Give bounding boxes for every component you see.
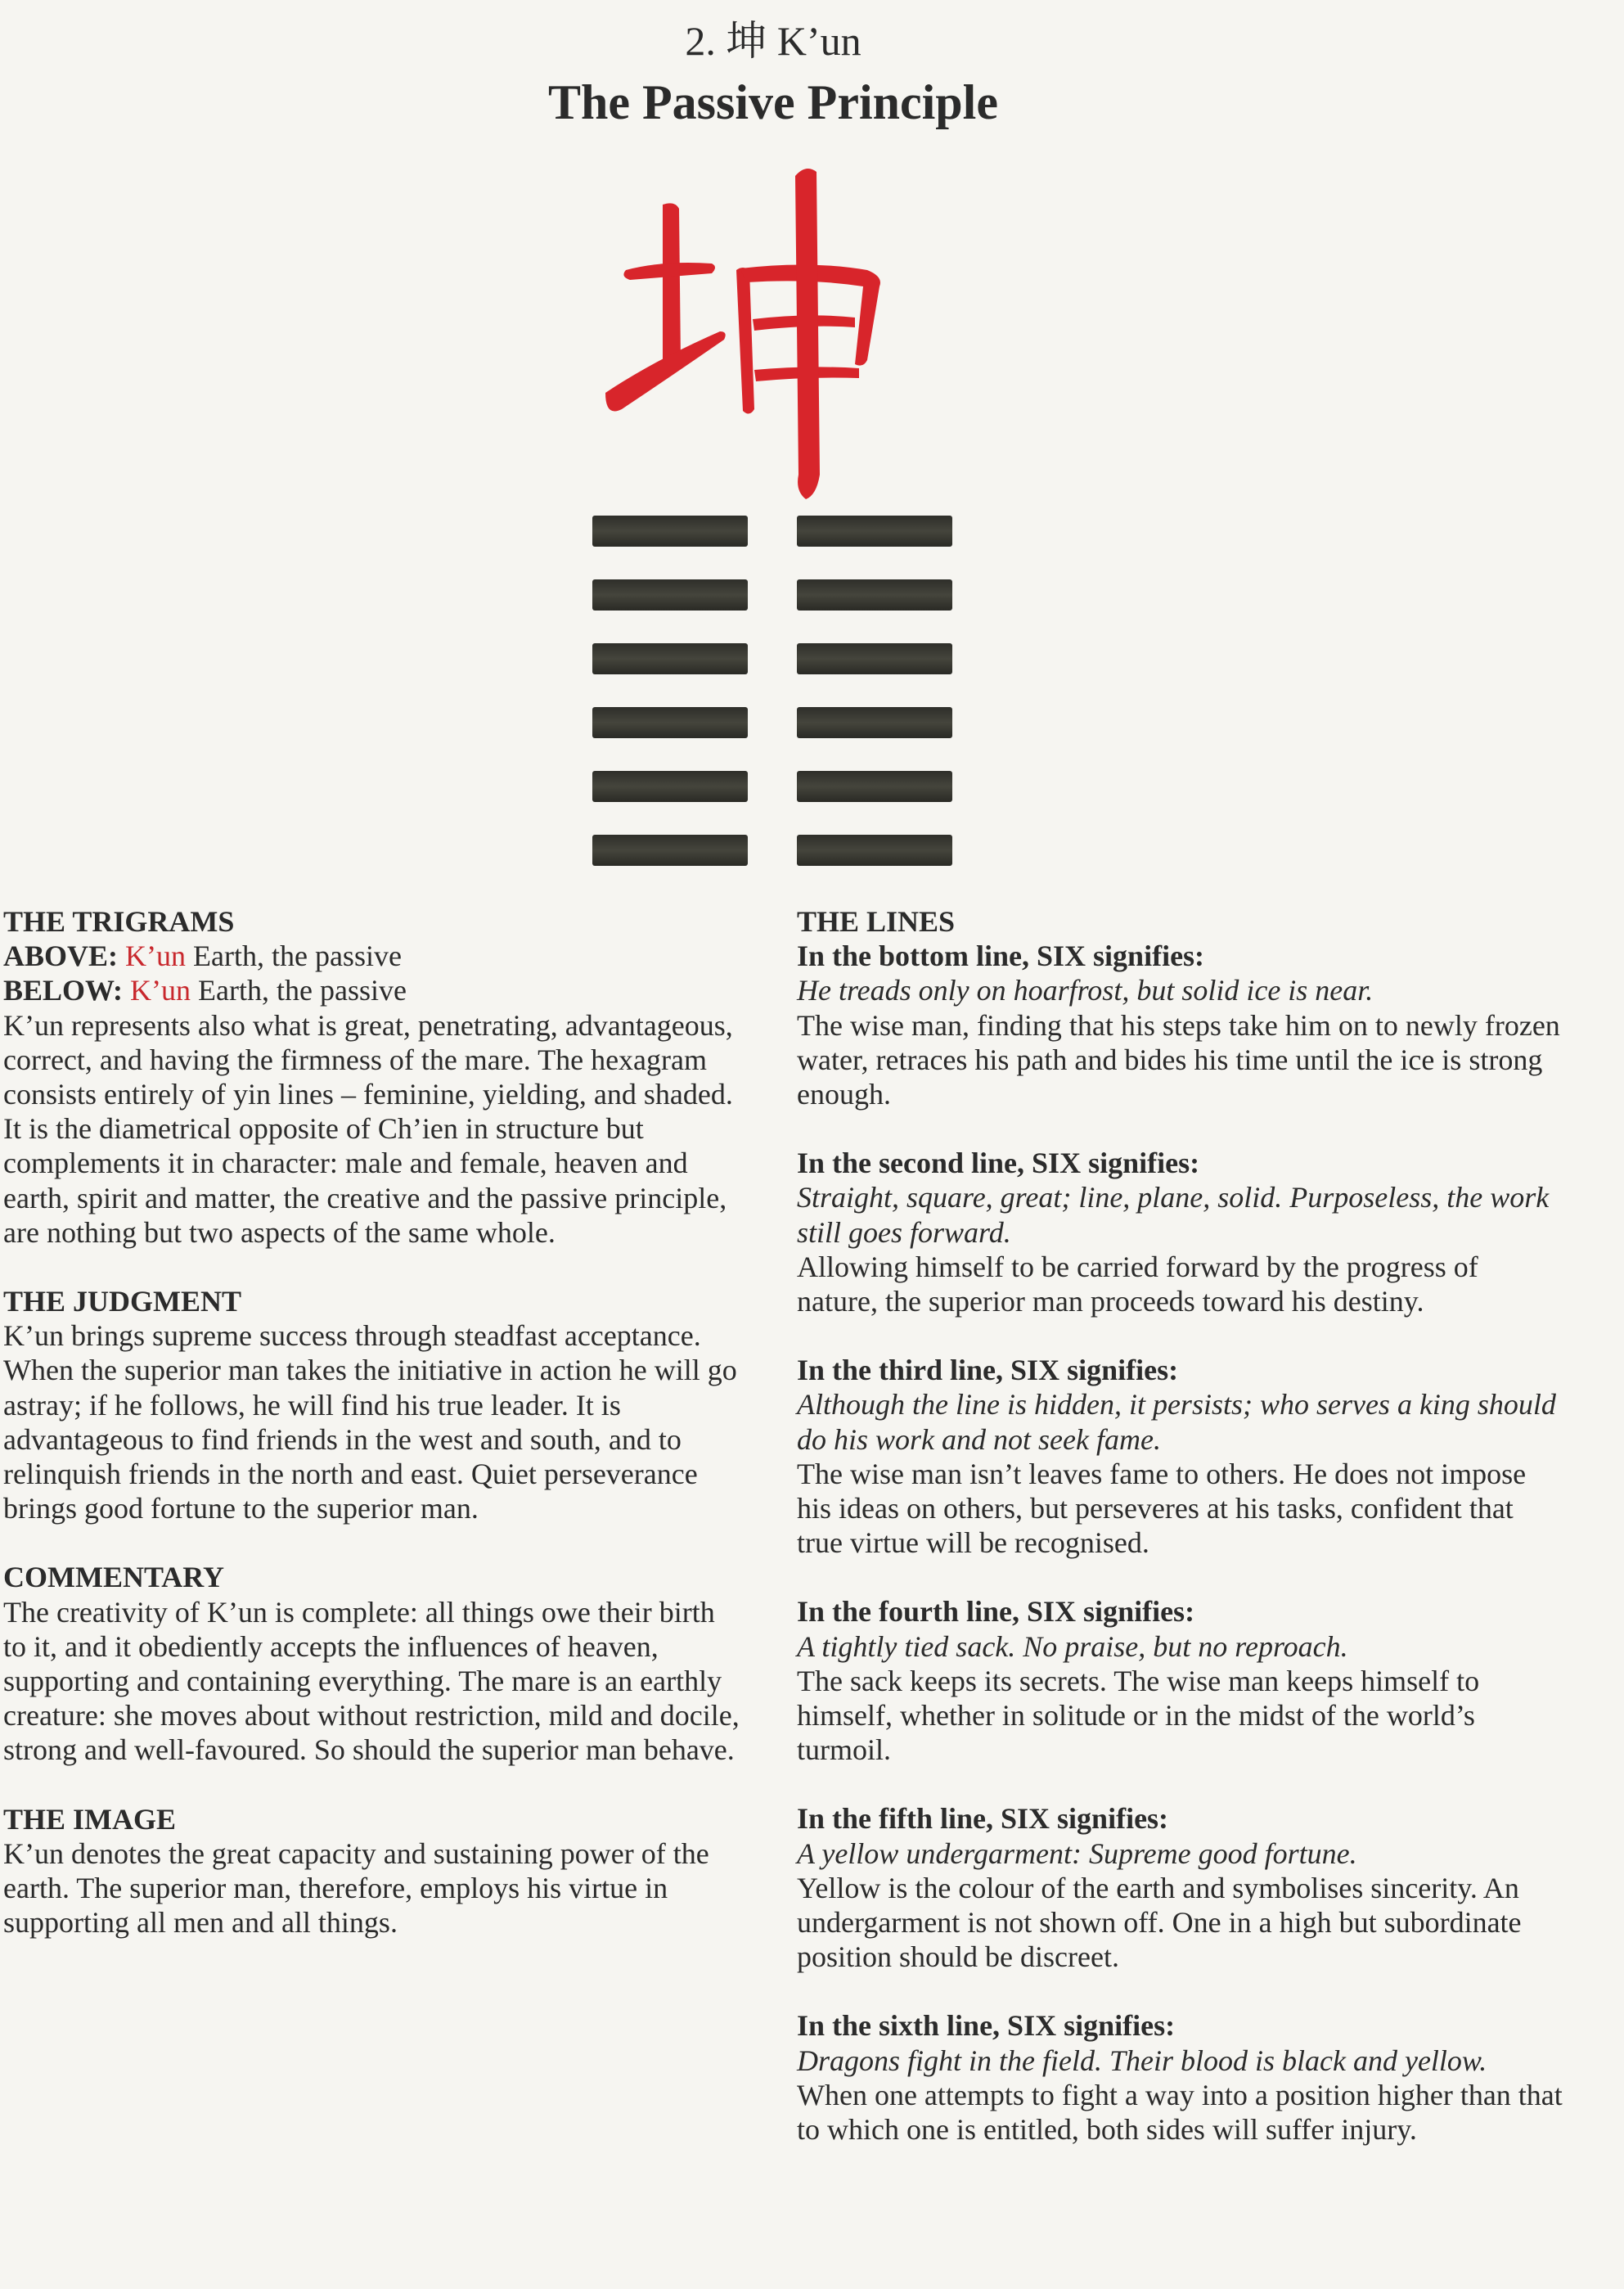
line-quote: Although the line is hidden, it persists; who serves a king should do his work and not seek fame. <box>797 1388 1556 1456</box>
trigram-below <box>3 973 740 1007</box>
image-heading: THE IMAGE <box>3 1802 177 1836</box>
line-text: The wise man, finding that his steps take him on to newly frozen water, retraces his path and bides his time until the ice is strong enough. <box>797 1008 1560 1111</box>
trigram-above-label: ABOVE: <box>3 939 119 973</box>
hexagram-name: K’un <box>776 18 861 64</box>
line-5-right <box>797 579 952 611</box>
hexagram-number-line <box>0 12 1546 70</box>
image-section <box>3 1802 740 1940</box>
line-entry-4 <box>797 1594 1566 1767</box>
right-column <box>797 904 1566 2147</box>
line-entry-5 <box>797 1801 1566 1974</box>
line-5-left <box>592 579 748 611</box>
page-header <box>0 12 1546 135</box>
line-entry-3 <box>797 1353 1566 1560</box>
hexagram-lines <box>592 516 957 876</box>
line-text: The sack keeps its secrets. The wise man keeps himself to himself, whether in solitude or in the midst of the world’s turmoil. <box>797 1664 1480 1767</box>
kun-glyph <box>605 164 924 499</box>
line-title: In the fifth line, SIX signifies: <box>797 1802 1169 1836</box>
lines-heading: THE LINES <box>797 905 956 938</box>
hexagram-title-char: 坤 <box>726 18 767 64</box>
trigrams-heading: THE TRIGRAMS <box>3 905 235 938</box>
line-quote: A yellow undergarment: Supreme good fortune. <box>797 1836 1357 1870</box>
line-1-left <box>592 835 748 866</box>
judgment-body: K’un brings supreme success through steadfast acceptance. When the superior man takes the initiative in action he will go astray; if he follows, he will find his true leader. It is advantageous to find friends in the west and south, and to relinquish friends in the north and east. Quiet perseverance brings good fortune to the superior man. <box>3 1319 737 1525</box>
trigram-below-name: K’un <box>130 974 191 1007</box>
line-title: In the bottom line, SIX signifies: <box>797 939 1205 973</box>
line-1-right <box>797 835 952 866</box>
line-entry-2 <box>797 1146 1566 1318</box>
trigram-above-name: K’un <box>125 939 187 973</box>
line-3-left <box>592 707 748 738</box>
trigram-above <box>3 939 740 973</box>
line-title: In the fourth line, SIX signifies: <box>797 1595 1195 1629</box>
judgment-heading: THE JUDGMENT <box>3 1285 242 1318</box>
line-quote: Dragons fight in the field. Their blood is black and yellow. <box>797 2043 1487 2077</box>
trigram-above-text: Earth, the passive <box>193 939 402 973</box>
line-text: The wise man isn’t leaves fame to others. He does not impose his ideas on others, but perseveres at his tasks, confident that true virtue will be recognised. <box>797 1457 1527 1560</box>
hexagram-number: 2. <box>685 18 716 64</box>
image-body: K’un denotes the great capacity and sustaining power of the earth. The superior man, therefore, employs his virtue in supporting all men and all things. <box>3 1836 709 1940</box>
line-6-left <box>592 516 748 547</box>
line-text: Allowing himself to be carried forward by the progress of nature, the superior man proceeds toward his destiny. <box>797 1250 1478 1318</box>
line-entry-6 <box>797 2008 1566 2147</box>
left-column <box>3 904 740 1940</box>
commentary-body: The creativity of K’un is complete: all things owe their birth to it, and it obediently accepts the influences of heaven, supporting and containing everything. The mare is an earthly creature: she moves about without restriction, mild and docile, strong and well-favoured. So should the superior man behave. <box>3 1595 740 1767</box>
commentary-heading: COMMENTARY <box>3 1561 225 1594</box>
line-3-right <box>797 707 952 738</box>
line-quote: Straight, square, great; line, plane, solid. Purposeless, the work still goes forward. <box>797 1181 1550 1249</box>
line-title: In the second line, SIX signifies: <box>797 1147 1200 1180</box>
trigrams-section <box>3 904 740 1250</box>
commentary-section <box>3 1560 740 1767</box>
line-6-right <box>797 516 952 547</box>
trigram-below-label: BELOW: <box>3 974 124 1007</box>
page-title: The Passive Principle <box>548 75 998 129</box>
line-title: In the sixth line, SIX signifies: <box>797 2009 1176 2043</box>
line-2-right <box>797 771 952 802</box>
trigram-below-text: Earth, the passive <box>198 974 407 1007</box>
line-quote: He treads only on hoarfrost, but solid ice is near. <box>797 974 1374 1007</box>
judgment-section <box>3 1284 740 1525</box>
line-2-left <box>592 771 748 802</box>
line-4-right <box>797 643 952 674</box>
line-text: Yellow is the colour of the earth and symbolises sincerity. An undergarment is not shown off. One in a high but subordinate position should be discreet. <box>797 1871 1522 1974</box>
line-entry-1 <box>797 939 1566 1111</box>
line-title: In the third line, SIX signifies: <box>797 1354 1179 1387</box>
line-4-left <box>592 643 748 674</box>
line-text: When one attempts to fight a way into a position higher than that to which one is entitled, both sides will suffer injury. <box>797 2078 1563 2147</box>
trigrams-body: K’un represents also what is great, penetrating, advantageous, correct, and having the firmness of the mare. The hexagram consists entirely of yin lines – feminine, yielding, and shaded. It is the diametrical opposite of Ch’ien in structure but complements it in character: male and female, heaven and earth, spirit and matter, the creative and the passive principle, are nothing but two aspects of the same whole. <box>3 1008 733 1249</box>
line-quote: A tightly tied sack. No praise, but no reproach. <box>797 1629 1348 1663</box>
